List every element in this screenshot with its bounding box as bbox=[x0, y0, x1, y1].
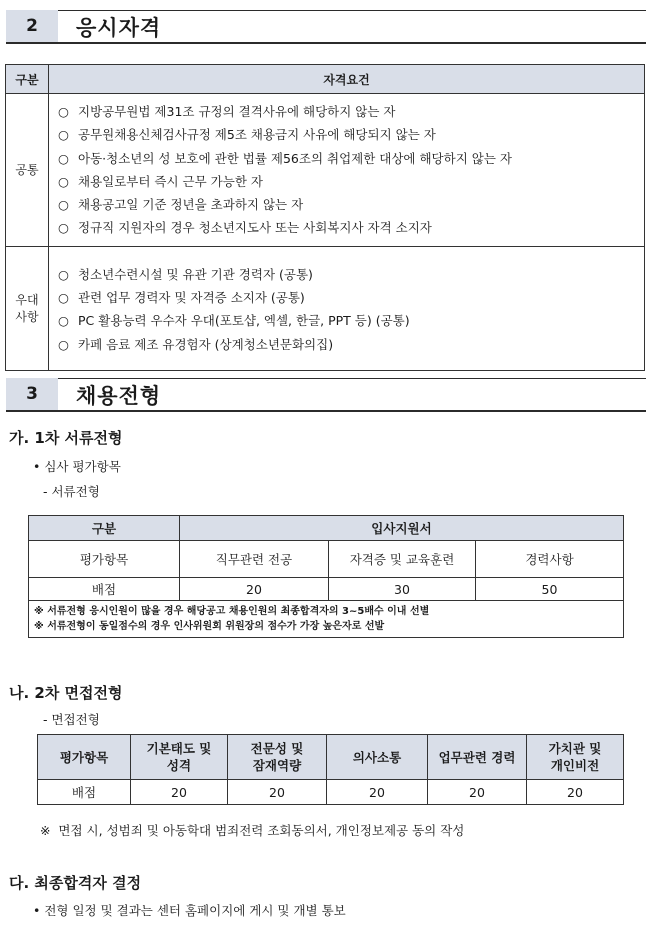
circle-icon: ○ bbox=[58, 266, 69, 282]
circle-icon: ○ bbox=[58, 313, 69, 329]
score-value: 50 bbox=[476, 578, 624, 601]
header-item: 기본태도 및 성격 bbox=[131, 735, 228, 780]
score-value: 20 bbox=[527, 780, 624, 805]
qualifications-table bbox=[5, 64, 645, 371]
section-2-title: 응시자격 bbox=[76, 16, 162, 40]
interview-table bbox=[37, 734, 624, 805]
evaluation-items-bullet: • 심사 평가항목 bbox=[33, 459, 121, 474]
table-row-preferred bbox=[6, 246, 645, 370]
note-line: ※ 서류전형 응시인원이 많을 경우 해당공고 채용인원의 최종합격자의 3~5배수 이내 선별 bbox=[34, 606, 430, 617]
table-row bbox=[29, 578, 624, 601]
header-item: 업무관련 경력 bbox=[428, 735, 527, 780]
header-application: 입사지원서 bbox=[180, 516, 624, 541]
circle-icon: ○ bbox=[58, 104, 69, 119]
section-2-header bbox=[6, 10, 646, 44]
score-value: 20 bbox=[228, 780, 327, 805]
preferred-requirements bbox=[49, 246, 645, 370]
circle-icon: ○ bbox=[58, 173, 69, 189]
circle-icon: ○ bbox=[58, 290, 69, 306]
final-decision-bullet: • 전형 일정 및 결과는 센터 홈페이지에 게시 및 개별 통보 bbox=[33, 903, 346, 918]
header-requirements: 자격요건 bbox=[49, 65, 645, 94]
notes-cell bbox=[29, 601, 624, 638]
header-category: 구분 bbox=[6, 65, 49, 94]
circle-icon: ○ bbox=[58, 220, 69, 236]
list-item: ○ 카페 음료 제조 유경험자 (상계청소년문화의집) bbox=[58, 333, 644, 356]
header-item: 전문성 및 잠재역량 bbox=[228, 735, 327, 780]
section-3-title: 채용전형 bbox=[76, 384, 162, 408]
header-item: 가치관 및 개인비전 bbox=[527, 735, 624, 780]
score-value: 20 bbox=[180, 578, 329, 601]
list-item: ○ PC 활용능력 우수자 우대(포토샵, 엑셀, 한글, PPT 등) (공통) bbox=[58, 309, 644, 332]
table-row bbox=[38, 780, 624, 805]
header-eval: 평가항목 bbox=[38, 735, 131, 780]
circle-icon: ○ bbox=[58, 150, 69, 166]
subheading-final-decision: 다. 최종합격자 결정 bbox=[9, 874, 142, 892]
eval-item: 경력사항 bbox=[476, 541, 624, 578]
list-item: ○ 청소년수련시설 및 유관 기관 경력자 (공통) bbox=[58, 263, 644, 286]
interview-dash: - 면접전형 bbox=[43, 712, 100, 727]
table-row bbox=[29, 541, 624, 578]
common-requirements bbox=[49, 94, 645, 247]
score-label: 배점 bbox=[38, 780, 131, 805]
eval-label: 평가항목 bbox=[29, 541, 180, 578]
score-value: 20 bbox=[428, 780, 527, 805]
list-item: ○ 정규직 지원자의 경우 청소년지도사 또는 사회복지사 자격 소지자 bbox=[58, 216, 644, 239]
list-item: ○ 지방공무원법 제31조 규정의 결격사유에 해당하지 않는 자 bbox=[58, 100, 644, 123]
list-item: ○ 관련 업무 경력자 및 자격증 소지자 (공통) bbox=[58, 286, 644, 309]
eval-item: 자격증 및 교육훈련 bbox=[329, 541, 476, 578]
eval-item: 직무관련 전공 bbox=[180, 541, 329, 578]
document-screening-dash: - 서류전형 bbox=[43, 484, 100, 499]
section-2-number: 2 bbox=[6, 10, 58, 42]
header-category: 구분 bbox=[29, 516, 180, 541]
score-label: 배점 bbox=[29, 578, 180, 601]
score-value: 20 bbox=[131, 780, 228, 805]
table-row-common bbox=[6, 94, 645, 247]
interview-note: ※ 면접 시, 성범죄 및 아동학대 범죄전력 조회동의서, 개인정보제공 동의 작성 bbox=[40, 823, 465, 838]
section-3-number: 3 bbox=[6, 378, 58, 410]
document-screening-table bbox=[28, 515, 624, 638]
header-item: 의사소통 bbox=[327, 735, 428, 780]
list-item: ○ 아동·청소년의 성 보호에 관한 법률 제56조의 취업제한 대상에 해당하지 않는 자 bbox=[58, 147, 644, 170]
section-3-header bbox=[6, 378, 646, 412]
category-common: 공통 bbox=[6, 94, 49, 247]
score-value: 30 bbox=[329, 578, 476, 601]
circle-icon: ○ bbox=[58, 336, 69, 352]
table-header-row bbox=[29, 516, 624, 541]
circle-icon: ○ bbox=[58, 197, 69, 213]
table-notes-row bbox=[29, 601, 624, 638]
subheading-interview: 나. 2차 면접전형 bbox=[9, 684, 123, 702]
category-preferred: 우대 사항 bbox=[6, 246, 49, 370]
list-item: ○ 공무원채용신체검사규정 제5조 채용금지 사유에 해당되지 않는 자 bbox=[58, 123, 644, 146]
subheading-document-screening: 가. 1차 서류전형 bbox=[9, 429, 123, 447]
note-line: ※ 서류전형이 동일점수의 경우 인사위원회 위원장의 점수가 가장 높은자로 선발 bbox=[34, 621, 385, 632]
list-item: ○ 채용일로부터 즉시 근무 가능한 자 bbox=[58, 170, 644, 193]
list-item: ○ 채용공고일 기준 정년을 초과하지 않는 자 bbox=[58, 193, 644, 216]
table-header-row bbox=[6, 65, 645, 94]
score-value: 20 bbox=[327, 780, 428, 805]
table-header-row bbox=[38, 735, 624, 780]
circle-icon: ○ bbox=[58, 127, 69, 143]
